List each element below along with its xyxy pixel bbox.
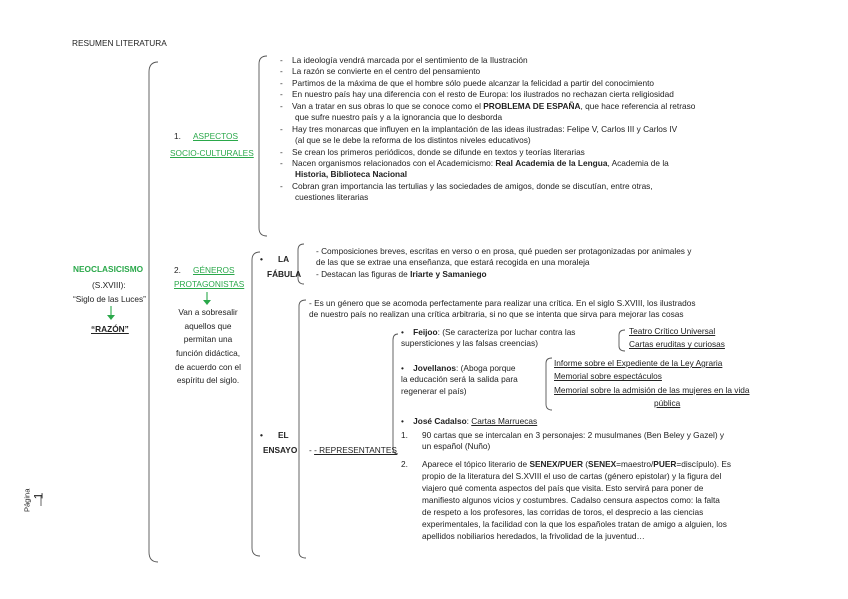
- list-item: - Cobran gran importancia las tertulias y las sociedades de amigos, donde se discutían, entre otras,: [280, 180, 653, 191]
- ensayo-intro: - Es un género que se acomoda perfectamente para realizar una crítica. En el siglo S.XVIII, los ilustrados de nuestro país no realizan una crítica arbitraria, si no que se intenta que sirva para mejorar las cosas: [309, 298, 696, 320]
- fabula-label-2: FÁBULA: [267, 269, 302, 279]
- list-item-continuation: cuestiones literarias: [295, 192, 369, 203]
- section2-description: Van a sobresalir aquellos que permitan una función didáctica, de acuerdo con el espíritu del siglo.: [175, 307, 241, 386]
- neoclasicismo-title: NEOCLASICISMO: [73, 264, 144, 274]
- list-item: - La razón se convierte en el centro del pensamiento: [280, 66, 481, 77]
- feijoo-entry: • Feijoo: (Se caracteriza por luchar contra las supersticiones y las falsas creencias): [401, 327, 576, 349]
- representantes-label: - - REPRESENTANTES: [309, 445, 397, 455]
- section2-title-1: GÉNEROS: [193, 265, 235, 275]
- fabula-label-1: LA: [278, 254, 290, 264]
- cadalso-point-1: 1. 90 cartas que se intercalan en 3 personajes: 2 musulmanes (Ben Beley y Gazel) y un español (Nuño): [401, 430, 725, 452]
- section1-bullet-list: [280, 55, 695, 204]
- section1-title-1: ASPECTOS: [193, 131, 239, 141]
- jovellanos-works: [554, 357, 750, 410]
- list-item-continuation: que sufre nuestro país y a la ignorancia que lo desborda: [295, 112, 503, 123]
- fabula-text: - Composiciones breves, escritas en verso o en prosa, qué pueden ser protagonizadas por animales y de las que se extrae una enseñanza, que estará recogida en una moraleja - Destacan las figuras de Iriarte y Samaniego: [316, 246, 692, 279]
- century-label: (S.XVIII):: [92, 280, 126, 290]
- work-title: Informe sobre el Expediente de la Ley Agraria: [554, 358, 723, 368]
- list-item: - Nacen organismos relacionados con el Academicismo: Real Academia de la Lengua, Academia de la: [280, 157, 669, 168]
- jovellanos-entry: • Jovellanos: (Aboga porque la educación será la salida para regenerar el país): [401, 363, 518, 396]
- work-title: Memorial sobre la admisión de las mujeres en la vida: [554, 384, 750, 395]
- work-title: Cartas eruditas y curiosas: [629, 339, 725, 350]
- list-item-continuation: Historia, Biblioteca Nacional: [295, 169, 408, 180]
- cadalso-point-2: 2. Aparece el tópico literario de SENEX/PUER (SENEX=maestro/PUER=discípulo). Es propio de la literatura del S.XVIII el uso de cartas (género epistolar) y la figura del viajero qué comenta aspectos del país que visita. Esto servirá para poner de manifiesto algunos vicios y costumbres. Cadalso censura aspectos como: la falta de respeto a los profesores, las corridas de toros, el desprecio a las ciencias experimentales, la facilidad con la que los españoles tratan de amigo a alguien, los apellidos nobiliarios heredados, la frivolidad de la juventud…: [401, 459, 732, 542]
- ensayo-label-1: EL: [278, 430, 289, 440]
- work-title: pública: [654, 397, 681, 408]
- work-title: Memorial sobre espectáculos: [554, 371, 662, 382]
- ensayo-label-2: ENSAYO: [263, 445, 298, 455]
- list-item: - Se crean los primeros periódicos, donde se difunde en textos y teorías literarias: [280, 146, 585, 157]
- section1-number: 1.: [174, 131, 181, 141]
- list-item: - La ideología vendrá marcada por el sentimiento de la Ilustración: [280, 55, 528, 65]
- section2-title-2: PROTAGONISTAS: [174, 279, 245, 289]
- list-item: - En nuestro país hay una diferencia con el resto de Europa: los ilustrados no rechazan cierta religiosidad: [280, 89, 674, 100]
- section2-number: 2.: [174, 265, 181, 275]
- list-item: - Partimos de la máxima de que el hombre sólo puede alcanzar la felicidad a partir del conocimiento: [280, 77, 655, 88]
- nickname-label: “Siglo de las Luces”: [73, 294, 146, 304]
- section1-title-2: SOCIO-CULTURALES: [170, 148, 254, 158]
- list-item: - Van a tratar en sus obras lo que se conoce como el PROBLEMA DE ESPAÑA, que hace referencia al retraso: [280, 100, 696, 111]
- list-item-continuation: (al que se le debe la reforma de los distintos niveles educativos): [295, 135, 531, 146]
- feijoo-works: [629, 325, 725, 352]
- cadalso-entry: • José Cadalso: Cartas Marruecas: [401, 416, 538, 426]
- key-concept: “RAZÓN”: [91, 324, 129, 334]
- page-number: 1: [31, 492, 46, 500]
- list-item: - Hay tres monarcas que influyen en la implantación de las ideas ilustradas: Felipe V, Carlos III y Carlos IV: [280, 123, 678, 134]
- ensayo-bullet: •: [260, 430, 263, 440]
- fabula-bullet: •: [260, 254, 263, 264]
- page-label: Página: [22, 488, 32, 512]
- document-title: RESUMEN LITERATURA: [72, 38, 167, 48]
- work-title: Teatro Crítico Universal: [629, 326, 716, 336]
